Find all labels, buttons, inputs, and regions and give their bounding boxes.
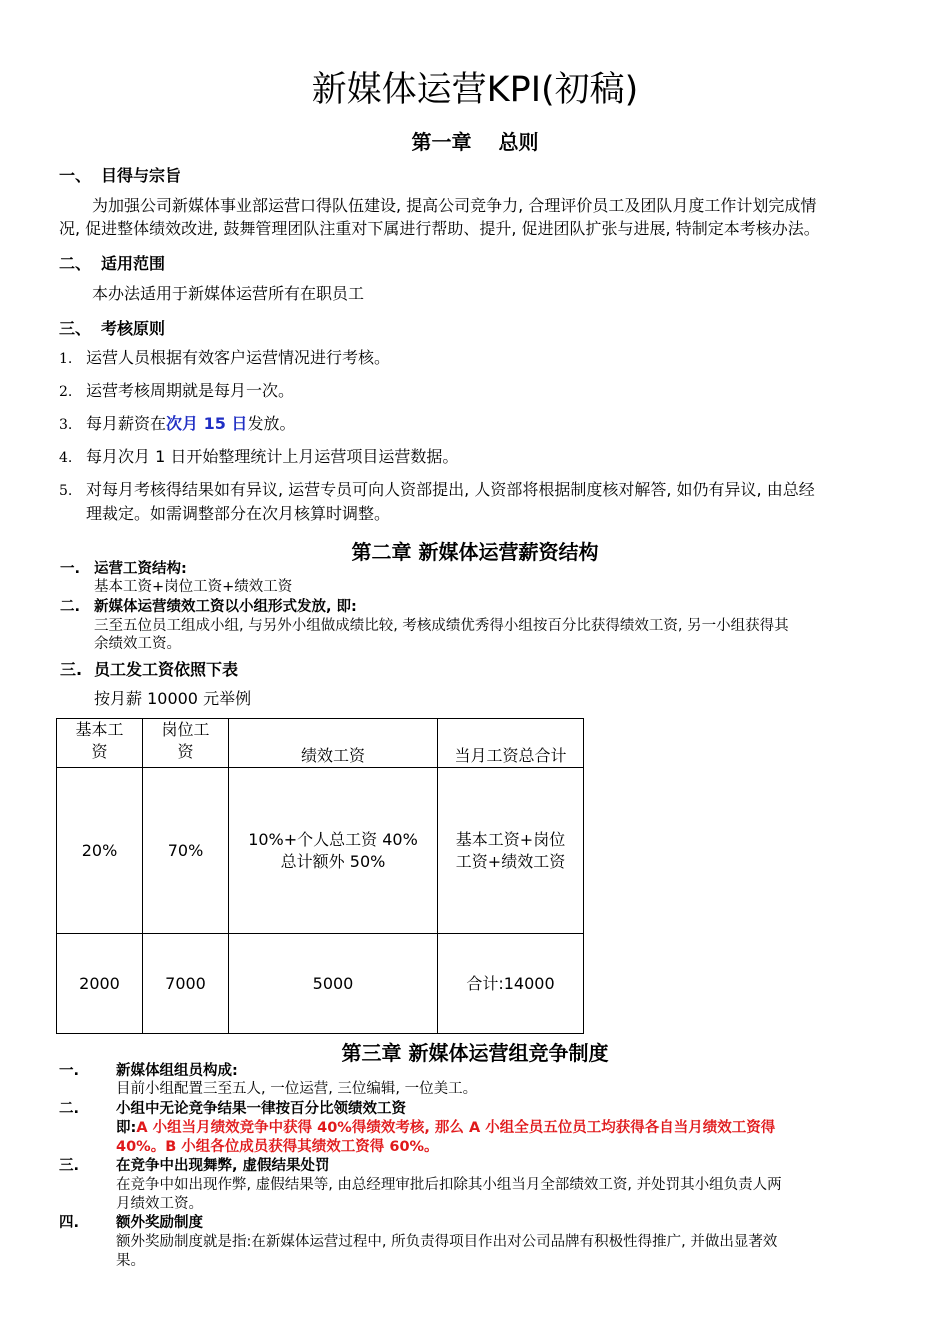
ch3-item3-title: 在竞争中出现舞弊, 虚假结果处罚 (116, 1158, 330, 1174)
cell-performance-line2: 总计额外 50% (280, 851, 386, 871)
header-base-salary (57, 719, 143, 768)
header-base-salary-text: 基本工资 (75, 720, 124, 761)
cell-position-amount: 7000 (143, 934, 229, 1034)
cell-position-percent: 70% (143, 768, 229, 934)
cell-base-amount: 2000 (57, 934, 143, 1034)
section1-paragraph-line1: 为加强公司新媒体事业部运营口得队伍建设, 提高公司竞争力, 合理评价员工及团队月度工作计划完成情 (92, 196, 817, 215)
list-item-number: 3. (59, 417, 73, 433)
list-item-text-line2: 理裁定。如需调整部分在次月核算时调整。 (86, 504, 391, 523)
table-header-row (57, 719, 584, 768)
cell-total-formula (438, 768, 584, 934)
ch3-item3-body-line1: 在竞争中如出现作弊, 虚假结果等, 由总经理审批后扣除其小组当月全部绩效工资, 并处罚其小组负责人两 (116, 1177, 782, 1193)
ch3-item1-number: 一. (59, 1063, 80, 1079)
list-item-number: 4. (59, 450, 73, 466)
table-row (57, 768, 584, 934)
salary-table (56, 718, 584, 1034)
header-monthly-total: 当月工资总合计 (438, 719, 584, 768)
ch2-item1-number: 一. (60, 561, 81, 577)
ch3-item2-body-line2: 40%。B 小组各位成员获得其绩效工资得 60%。 (116, 1139, 439, 1155)
list-item-text: 每月次月 1 日开始整理统计上月运营项目运营数据。 (86, 447, 459, 466)
header-performance-salary: 绩效工资 (229, 719, 438, 768)
section1-number: 一、 (59, 166, 92, 185)
ch2-item3-number: 三. (60, 660, 83, 679)
ch2-item2-body-line1: 三至五位员工组成小组, 与另外小组做成绩比较, 考核成绩优秀得小组按百分比获得绩效工资, 另一小组获得其 (94, 618, 789, 634)
cell-total-formula-line1: 基本工资+岗位 (455, 829, 566, 849)
list-item-text (86, 412, 295, 436)
list-item-text: 运营考核周期就是每月一次。 (86, 381, 295, 400)
cell-total-formula-line2: 工资+绩效工资 (455, 851, 566, 871)
chapter2-title: 第二章 新媒体运营薪资结构 (351, 540, 599, 564)
cell-performance-amount: 5000 (229, 934, 438, 1034)
cell-base-percent: 20% (57, 768, 143, 934)
ch3-item4-body-line1: 额外奖励制度就是指:在新媒体运营过程中, 所负责得项目作出对公司品牌有积极性得推广, 并做出显著效 (116, 1234, 778, 1250)
ch2-item1-body: 基本工资+岗位工资+绩效工资 (94, 579, 293, 595)
document-title: 新媒体运营KPI(初稿) (311, 70, 639, 110)
ch2-item2-title: 新媒体运营绩效工资以小组形式发放, 即: (94, 599, 357, 615)
section2-title: 适用范围 (101, 254, 166, 273)
ch3-item3-number: 三. (59, 1158, 80, 1174)
ch3-item4-body-line2: 果。 (116, 1253, 145, 1269)
table-row (57, 934, 584, 1034)
list-item-text: 运营人员根据有效客户运营情况进行考核。 (86, 348, 391, 367)
chapter3-title: 第三章 新媒体运营组竞争制度 (341, 1041, 609, 1065)
section3-title: 考核原则 (101, 319, 166, 338)
list-item-text-post: 发放。 (247, 414, 296, 433)
ch3-item2-number: 二. (59, 1101, 80, 1117)
ch2-item2-number: 二. (60, 599, 81, 615)
ch3-item2-title: 小组中无论竞争结果一律按百分比领绩效工资 (116, 1101, 406, 1117)
cell-total-amount: 合计:14000 (438, 934, 584, 1034)
ch3-item3-body-line2: 月绩效工资。 (116, 1196, 203, 1212)
section1-paragraph-line2: 况, 促进整体绩效改进, 鼓舞管理团队注重对下属进行帮助、提升, 促进团队扩张与进展, 特制定本考核办法。 (59, 219, 820, 238)
ch2-item3-title: 员工发工资依照下表 (94, 660, 239, 679)
section1-title: 目得与宗旨 (101, 166, 182, 185)
header-position-salary (143, 719, 229, 768)
ch3-item2-red-text: A 小组当月绩效竞争中获得 40%得绩效考核, 那么 A 小组全员五位员工均获得各自当月绩效工资得 (136, 1120, 776, 1136)
ch3-item1-body: 目前小组配置三至五人, 一位运营, 三位编辑, 一位美工。 (116, 1081, 478, 1097)
chapter1-title: 第一章 总则 (411, 130, 539, 154)
section3-number: 三、 (59, 319, 92, 338)
ch3-item2-lead: 即: (116, 1120, 137, 1136)
cell-performance-line1: 10%+个人总工资 40% (248, 829, 418, 849)
list-item-number: 1. (59, 351, 73, 367)
list-item-text-pre: 每月薪资在 (86, 414, 167, 433)
ch3-item4-number: 四. (59, 1215, 80, 1231)
ch3-item2-body-line1 (116, 1120, 775, 1137)
list-item-number: 5. (59, 483, 73, 499)
list-item-number: 2. (59, 384, 73, 400)
salary-example-note: 按月薪 10000 元举例 (94, 689, 252, 708)
ch2-item1-title: 运营工资结构: (94, 561, 187, 577)
section2-number: 二、 (59, 254, 92, 273)
ch2-item2-body-line2: 余绩效工资。 (94, 636, 181, 652)
ch3-item4-title: 额外奖励制度 (116, 1215, 203, 1231)
section2-paragraph: 本办法适用于新媒体运营所有在职员工 (92, 284, 365, 303)
header-position-salary-text: 岗位工资 (161, 720, 210, 761)
payday-highlight: 次月 15 日 (166, 414, 248, 433)
ch3-item1-title: 新媒体组组员构成: (116, 1063, 238, 1079)
cell-performance-percent (229, 768, 438, 934)
list-item-text-line1: 对每月考核得结果如有异议, 运营专员可向人资部提出, 人资部将根据制度核对解答, 如仍有异议, 由总经 (86, 480, 815, 499)
